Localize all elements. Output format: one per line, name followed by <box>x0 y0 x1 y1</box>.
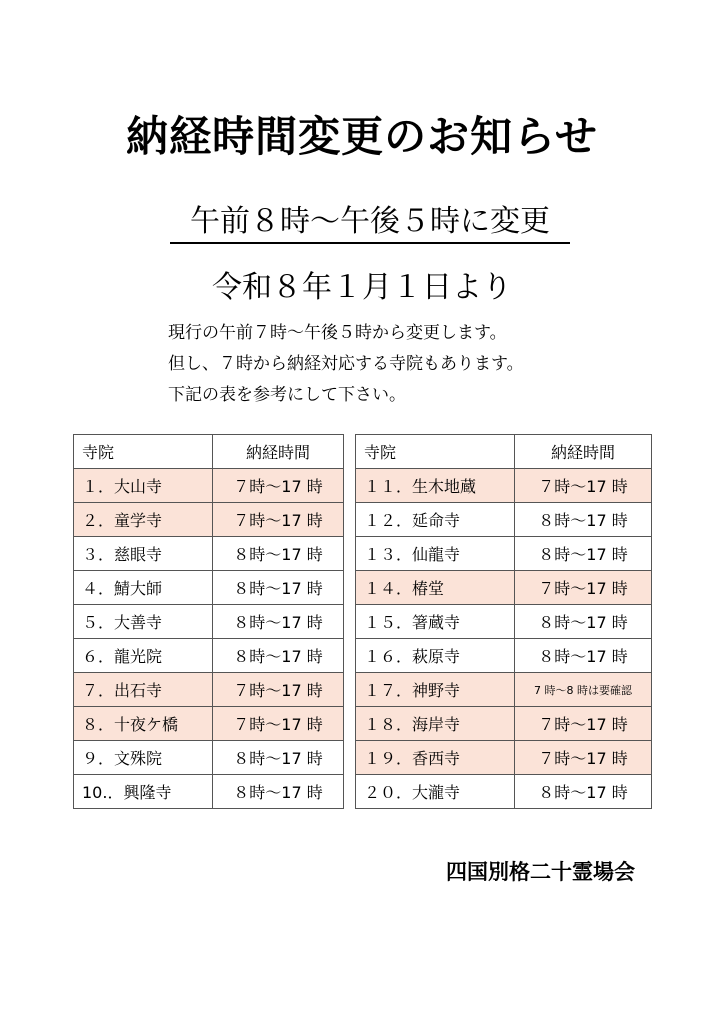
temple-name: １４．椿堂 <box>356 571 515 605</box>
table-header-row <box>74 435 344 469</box>
note-line: 下記の表を参考にして下さい。 <box>168 385 406 405</box>
table-row <box>74 571 344 605</box>
temple-hours: ８時～17 時 <box>515 605 652 639</box>
temple-name: ５．大善寺 <box>74 605 213 639</box>
temple-name: １１．生木地蔵 <box>356 469 515 503</box>
temple-name: ２０．大瀧寺 <box>356 775 515 809</box>
temple-hours: ８時～17 時 <box>515 775 652 809</box>
table-row <box>356 707 652 741</box>
temple-hours: ７時～17 時 <box>213 673 344 707</box>
temple-hours: ７時～17 時 <box>213 503 344 537</box>
temple-name: １８．海岸寺 <box>356 707 515 741</box>
notes <box>168 318 524 411</box>
temple-name: ４．鯖大師 <box>74 571 213 605</box>
temple-hours: ８時～17 時 <box>515 503 652 537</box>
temple-name: ９．文殊院 <box>74 741 213 775</box>
table-row <box>356 571 652 605</box>
temple-hours: ８時～17 時 <box>213 571 344 605</box>
temple-hours: ７時～17 時 <box>515 741 652 775</box>
temple-name: 10.．興隆寺 <box>74 775 213 809</box>
temple-name: １６．萩原寺 <box>356 639 515 673</box>
subtitle: 午前８時～午後５時に変更 <box>170 196 570 244</box>
table-row <box>356 605 652 639</box>
table-row <box>356 503 652 537</box>
temple-name: ６．龍光院 <box>74 639 213 673</box>
temple-name: １９．香西寺 <box>356 741 515 775</box>
temple-hours: ７時～17 時 <box>515 469 652 503</box>
temple-table-left <box>73 434 344 809</box>
temple-hours: ８時～17 時 <box>213 605 344 639</box>
table-row <box>356 775 652 809</box>
temple-name: ３．慈眼寺 <box>74 537 213 571</box>
temple-hours: ８時～17 時 <box>515 537 652 571</box>
header-hours: 納経時間 <box>515 435 652 469</box>
temple-hours: ７時～17 時 <box>213 469 344 503</box>
table-row <box>74 775 344 809</box>
temple-hours: ８時～17 時 <box>213 775 344 809</box>
temple-table-right <box>355 434 652 809</box>
table-row <box>74 639 344 673</box>
temple-name: １７．神野寺 <box>356 673 515 707</box>
temple-hours: 7 時～8 時は要確認 <box>515 673 652 707</box>
table-row <box>356 741 652 775</box>
temple-hours: ８時～17 時 <box>213 639 344 673</box>
table-row <box>74 537 344 571</box>
temple-hours: ８時～17 時 <box>213 537 344 571</box>
temple-hours: ７時～17 時 <box>213 707 344 741</box>
header-hours: 納経時間 <box>213 435 344 469</box>
temple-hours: ７時～17 時 <box>515 707 652 741</box>
header-temple: 寺院 <box>356 435 515 469</box>
table-row <box>74 673 344 707</box>
organization-name: 四国別格二十霊場会 <box>446 859 635 884</box>
temple-hours: ７時～17 時 <box>515 571 652 605</box>
table-row <box>74 503 344 537</box>
table-row <box>356 673 652 707</box>
table-row <box>74 707 344 741</box>
table-row <box>74 469 344 503</box>
table-row <box>74 741 344 775</box>
temple-name: ８．十夜ケ橋 <box>74 707 213 741</box>
table-row <box>356 537 652 571</box>
temple-hours: ８時～17 時 <box>515 639 652 673</box>
header-temple: 寺院 <box>74 435 213 469</box>
temple-name: １．大山寺 <box>74 469 213 503</box>
temple-name: １２．延命寺 <box>356 503 515 537</box>
page-title: 納経時間変更のお知らせ <box>126 112 598 161</box>
note-line: 現行の午前７時～午後５時から変更します。 <box>168 323 507 343</box>
note-line: 但し、７時から納経対応する寺院もあります。 <box>168 354 524 374</box>
table-row <box>356 639 652 673</box>
temple-name: １３．仙龍寺 <box>356 537 515 571</box>
table-row <box>74 605 344 639</box>
temple-name: ７．出石寺 <box>74 673 213 707</box>
table-header-row <box>356 435 652 469</box>
temple-name: １５．箸蔵寺 <box>356 605 515 639</box>
temple-name: ２．童学寺 <box>74 503 213 537</box>
effective-date: 令和８年１月１日より <box>212 270 512 305</box>
table-row <box>356 469 652 503</box>
temple-hours: ８時～17 時 <box>213 741 344 775</box>
